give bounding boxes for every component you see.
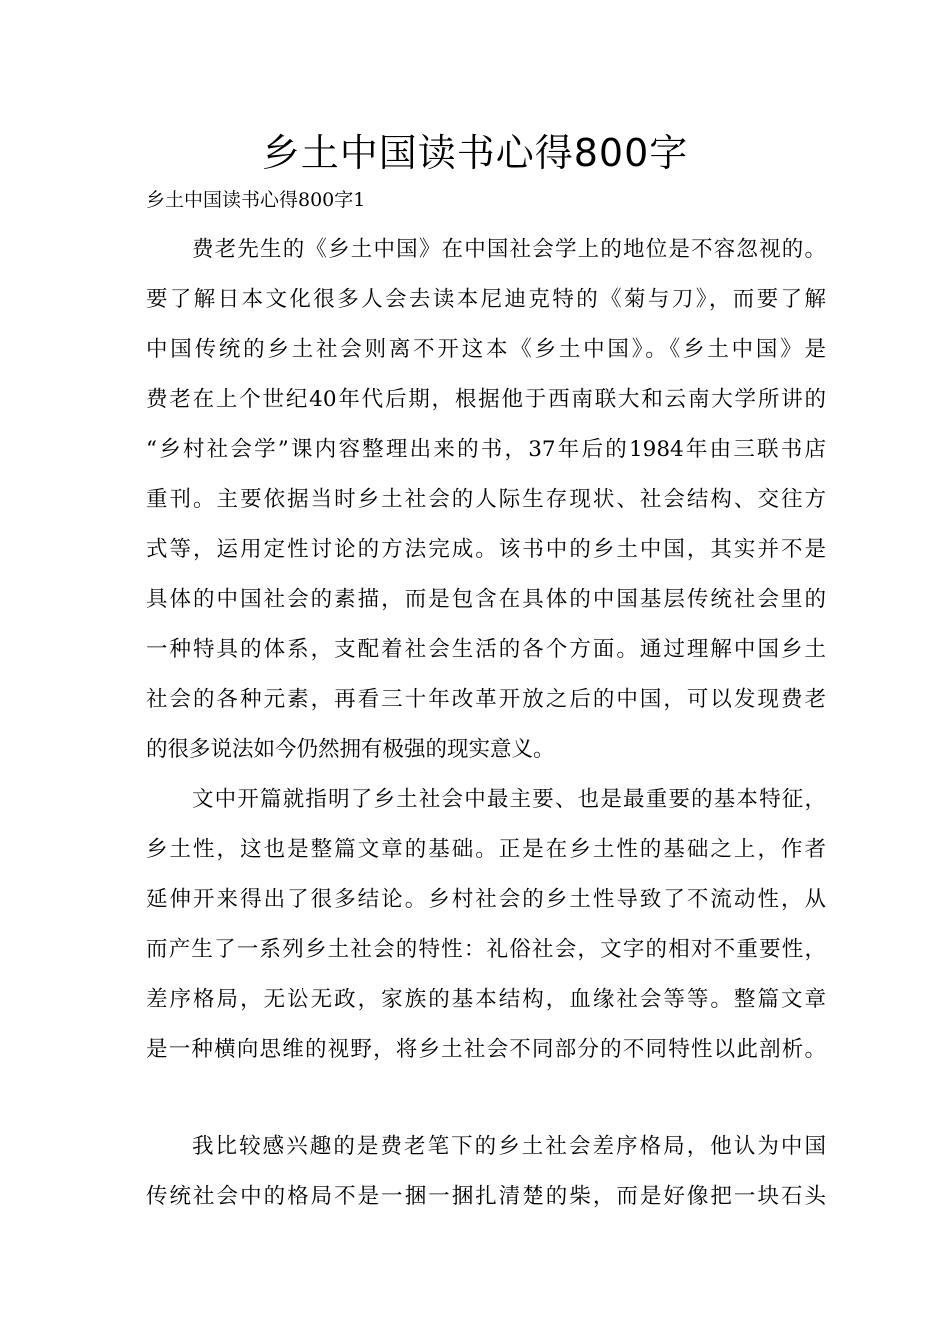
paragraph-3: [146, 1122, 826, 1222]
document-subtitle: 乡土中国读书心得800字1: [146, 189, 366, 211]
paragraph-line: 文中开篇就指明了乡土社会中最主要、也是最重要的基本特征，: [192, 787, 826, 812]
paragraph-1: [146, 225, 826, 775]
paragraph-line: 传统社会中的格局不是一捆一捆扎清楚的柴，而是好像把一块石头: [146, 1184, 826, 1209]
paragraph-line: 重刊。主要依据当时乡土社会的人际生存现状、社会结构、交往方: [146, 487, 826, 512]
paragraph-line: 社会的各种元素，再看三十年改革开放之后的中国，可以发现费老: [146, 687, 826, 712]
paragraph-line: 差序格局，无讼无政，家族的基本结构，血缘社会等等。整篇文章: [146, 987, 826, 1012]
paragraph-line: 的很多说法如今仍然拥有极强的现实意义。: [146, 737, 555, 762]
paragraph-line: 式等，运用定性讨论的方法完成。该书中的乡土中国，其实并不是: [146, 537, 826, 562]
paragraph-line: “乡村社会学”课内容整理出来的书，37年后的1984年由三联书店: [146, 437, 826, 462]
paragraph-line: 而产生了一系列乡土社会的特性：礼俗社会，文字的相对不重要性，: [146, 937, 826, 962]
paragraph-line: 费老在上个世纪40年代后期，根据他于西南联大和云南大学所讲的: [146, 387, 826, 412]
paragraph-2: [146, 775, 826, 1075]
paragraph-line: 乡土性，这也是整篇文章的基础。正是在乡土性的基础之上，作者: [146, 837, 826, 862]
paragraph-line: 我比较感兴趣的是费老笔下的乡土社会差序格局，他认为中国: [192, 1134, 826, 1159]
paragraph-line: 是一种横向思维的视野，将乡土社会不同部分的不同特性以此剖析。: [146, 1037, 826, 1062]
paragraph-line: 延伸开来得出了很多结论。乡村社会的乡土性导致了不流动性，从: [146, 887, 826, 912]
document-title: 乡土中国读书心得800字: [261, 131, 689, 175]
paragraph-line: 中国传统的乡土社会则离不开这本《乡土中国》。《乡土中国》是: [146, 337, 826, 362]
paragraph-line: 具体的中国社会的素描，而是包含在具体的中国基层传统社会里的: [146, 587, 826, 612]
paragraph-line: 费老先生的《乡土中国》在中国社会学上的地位是不容忽视的。: [192, 237, 826, 262]
paragraph-line: 要了解日本文化很多人会去读本尼迪克特的《菊与刀》，而要了解: [146, 287, 826, 312]
paragraph-line: 一种特具的体系，支配着社会生活的各个方面。通过理解中国乡土: [146, 637, 826, 662]
